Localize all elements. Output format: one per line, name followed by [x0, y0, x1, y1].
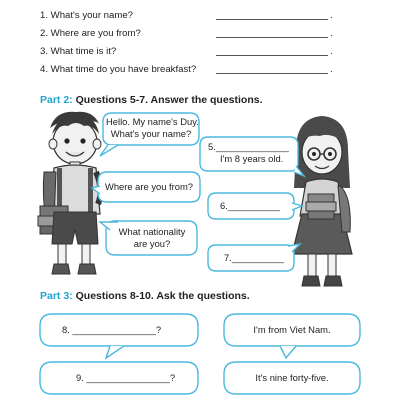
part3-heading — [40, 290, 250, 302]
bubble-text-boy-2: Where are you from? — [104, 181, 194, 192]
part1-question-text: 2. Where are you from? — [40, 28, 141, 39]
answer-text-8: I'm from Viet Nam. — [253, 324, 331, 335]
answer-blank-7[interactable]: 7.__________ — [224, 252, 284, 263]
line-end-dot: . — [330, 10, 333, 21]
bubble-text-girl-1 — [208, 141, 289, 165]
question-blank-9[interactable]: 9. ________________? — [76, 372, 176, 383]
bubble-line: Hello. My name's Duy. — [106, 116, 199, 127]
answer-blank-6[interactable]: 6.__________ — [220, 200, 280, 211]
bubble-line: What nationality — [118, 226, 186, 237]
boy-illustration — [38, 112, 101, 274]
part1-question-text: 4. What time do you have breakfast? — [40, 64, 197, 75]
question-blank-8[interactable]: 8. ________________? — [62, 324, 162, 335]
bubble-line: are you? — [133, 238, 171, 249]
answer-blank-5[interactable]: 5.______________ — [208, 141, 289, 152]
line-end-dot: . — [330, 46, 333, 57]
part2-label: Part 2: — [40, 94, 73, 106]
bubble-text-boy-1 — [106, 116, 199, 140]
part1-question-text: 3. What time is it? — [40, 46, 117, 57]
bubble-line: I'm 8 years old. — [220, 153, 284, 164]
girl-illustration — [292, 116, 352, 286]
bubble-text-boy-3 — [108, 226, 196, 250]
part3-label: Part 3: — [40, 290, 73, 302]
line-end-dot: . — [330, 28, 333, 39]
part3-title: Questions 8-10. Ask the questions. — [75, 290, 250, 302]
part1-question-text: 1. What's your name? — [40, 10, 134, 21]
part2-title: Questions 5-7. Answer the questions. — [75, 94, 263, 106]
line-end-dot: . — [330, 64, 333, 75]
bubble-line: What's your name? — [110, 128, 192, 139]
answer-text-9: It's nine forty-five. — [255, 372, 329, 383]
